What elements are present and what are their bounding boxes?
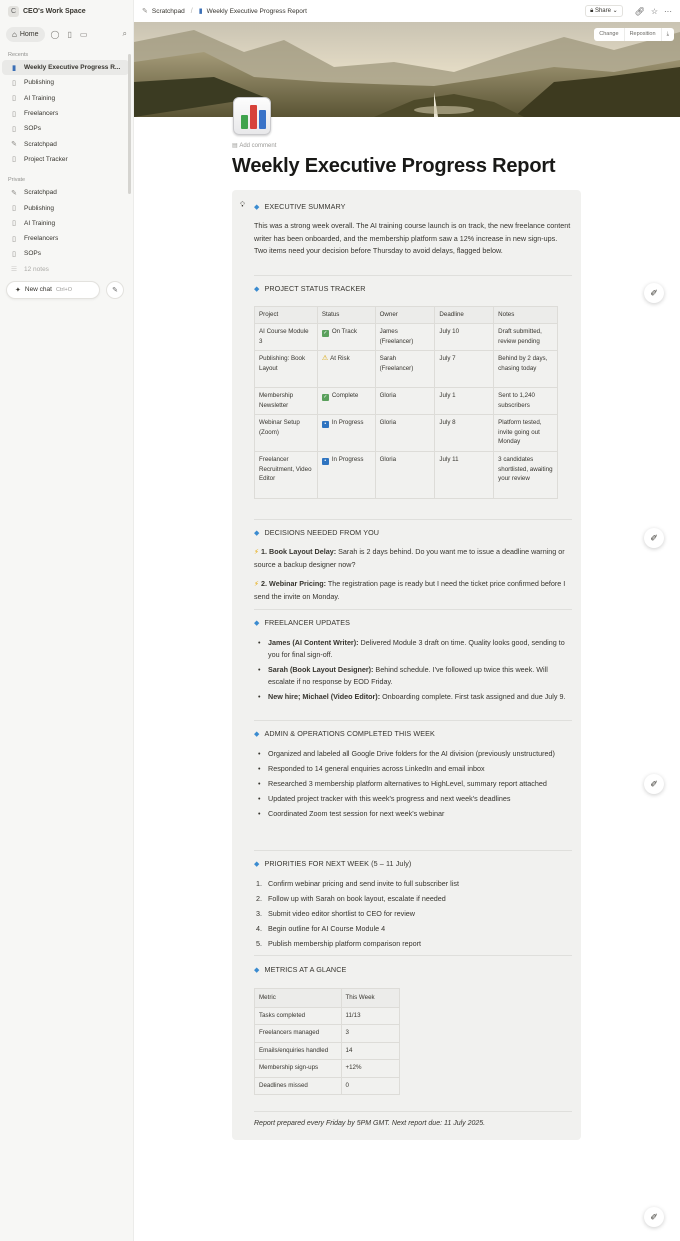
table-cell-notes: Sent to 1,240 subscribers xyxy=(494,387,558,414)
private-list xyxy=(0,185,133,277)
divider xyxy=(254,850,572,851)
decision-text: Sarah is 2 days behind. Do you want me to issue a deadline warning or source a backup designer now? xyxy=(254,547,565,569)
table-cell-notes: 3 candidates shortlisted, awaiting your review xyxy=(494,451,558,498)
table-row xyxy=(255,323,558,350)
star-icon[interactable]: ☆ xyxy=(650,6,658,16)
sidebar-item[interactable] xyxy=(2,216,129,231)
cover-image xyxy=(134,22,680,117)
sidebar-item-label: SOPs xyxy=(24,125,41,133)
list-item: • Updated project tracker with this week's progress and next week's deadlines xyxy=(254,793,572,805)
table-cell-status xyxy=(317,323,375,350)
metric-value: 14 xyxy=(341,1042,400,1060)
decision-item-2 xyxy=(254,578,572,603)
metric-value: +12% xyxy=(341,1060,400,1078)
freelancer-name: New hire; Michael (Video Editor): xyxy=(268,692,381,701)
documents-icon[interactable]: ▯ xyxy=(67,29,72,39)
diamond-icon: ◆ xyxy=(254,860,260,868)
list-item xyxy=(254,637,572,661)
home-icon: ⌂ xyxy=(12,29,17,39)
table-row xyxy=(255,350,558,387)
admin-heading-text: ADMIN & OPERATIONS COMPLETED THIS WEEK xyxy=(264,729,435,738)
table-cell-notes: Platform tested, invite going out Monday xyxy=(494,414,558,451)
sidebar-item-label: Project Tracker xyxy=(24,155,68,163)
private-label: Private xyxy=(8,177,26,184)
metric-name: Emails/enquiries handled xyxy=(255,1042,342,1060)
page-chart-icon[interactable] xyxy=(233,97,271,135)
page-icon: ▯ xyxy=(12,95,16,103)
sidebar-scrollbar[interactable] xyxy=(128,54,131,194)
table-header-row xyxy=(255,307,558,324)
status-label: In Progress xyxy=(331,455,364,463)
comment-icon: ▤ xyxy=(232,143,238,149)
list-item: • Responded to 14 general enquiries across LinkedIn and email inbox xyxy=(254,763,572,775)
sidebar-item-label: Weekly Executive Progress R... xyxy=(24,64,121,72)
column-header: Metric xyxy=(255,989,342,1008)
divider xyxy=(254,1111,572,1112)
table-cell-deadline: July 10 xyxy=(435,323,494,350)
add-comment-label: Add comment xyxy=(239,143,277,149)
sidebar-item[interactable] xyxy=(2,121,129,136)
decisions-heading xyxy=(254,528,379,537)
list-number: 4. xyxy=(256,924,262,933)
list-item xyxy=(254,878,572,890)
sidebar-item[interactable] xyxy=(2,91,129,106)
page-icon: ▯ xyxy=(12,79,16,87)
priorities-list xyxy=(254,878,572,953)
chat-icon[interactable]: ◯ xyxy=(50,29,60,39)
tracker-heading-text: PROJECT STATUS TRACKER xyxy=(264,284,366,293)
admin-heading xyxy=(254,729,435,738)
metrics-rows xyxy=(255,1007,400,1095)
status-label: Complete xyxy=(331,391,359,399)
page-icon: ▯ xyxy=(12,235,16,243)
sidebar-item[interactable] xyxy=(2,185,129,200)
share-label: Share xyxy=(594,8,611,14)
metric-value: 0 xyxy=(341,1077,400,1095)
icon-bar-green xyxy=(241,115,248,129)
list-item xyxy=(254,691,572,703)
priorities-heading xyxy=(254,859,411,868)
recents-list xyxy=(0,60,133,167)
list-item: • Researched 3 membership platform alternatives to HighLevel, summary report attached xyxy=(254,778,572,790)
check-icon: ✓ xyxy=(323,329,328,336)
notes-icon: ☰ xyxy=(10,266,18,274)
diamond-icon: ◆ xyxy=(254,203,260,211)
list-number: 5. xyxy=(256,939,262,948)
breadcrumb-separator: / xyxy=(190,7,193,15)
status-label: At Risk xyxy=(330,354,350,362)
priorities-heading-text: PRIORITIES FOR NEXT WEEK (5 – 11 July) xyxy=(264,859,412,868)
table-row xyxy=(255,414,558,451)
lightning-icon: ⚡︎ xyxy=(254,579,260,588)
table-cell-project: Membership Newsletter xyxy=(255,387,318,414)
table-cell-deadline: July 1 xyxy=(435,387,494,414)
pencil-icon: ✎ xyxy=(11,189,17,197)
table-cell-project: Webinar Setup (Zoom) xyxy=(255,414,318,451)
diamond-icon: ◆ xyxy=(254,285,260,293)
sidebar-item[interactable] xyxy=(2,262,129,277)
project-status-rows xyxy=(255,323,558,498)
icon-bar-red xyxy=(250,105,257,129)
table-cell-project: AI Course Module 3 xyxy=(255,323,318,350)
status-label: In Progress xyxy=(331,418,364,426)
ai-assist-icon[interactable]: ✐ xyxy=(644,528,664,548)
decision-title: 1. Book Layout Delay: xyxy=(261,547,337,556)
freelancers-heading-text: FREELANCER UPDATES xyxy=(264,618,351,627)
tracker-heading xyxy=(254,284,366,293)
table-cell-owner: Sarah (Freelancer) xyxy=(375,350,435,387)
diamond-icon: ◆ xyxy=(254,619,260,627)
sidebar-item-label: Publishing xyxy=(24,79,54,87)
page-icon: ▯ xyxy=(12,205,16,213)
icon-bar-blue xyxy=(259,110,266,129)
table-row xyxy=(255,451,558,498)
cover-controls xyxy=(594,28,674,41)
decision-text: The registration page is ready but I need the ticket price confirmed before I send the invite on Monday. xyxy=(254,579,566,601)
list-item: • Organized and labeled all Google Drive folders for the AI division (previously unstructured) xyxy=(254,748,572,760)
table-row xyxy=(255,387,558,414)
sidebar-item[interactable] xyxy=(2,200,129,215)
home-label: Home xyxy=(19,30,39,38)
list-item xyxy=(254,893,572,905)
priority-text: Confirm webinar pricing and send invite to full subscriber list xyxy=(268,879,459,888)
metric-value: 3 xyxy=(341,1025,400,1043)
pencil-icon: ✎ xyxy=(142,8,148,15)
compose-icon[interactable]: ✎ xyxy=(106,281,124,299)
more-icon[interactable]: ··· xyxy=(664,6,672,16)
sidebar-item-label: SOPs xyxy=(24,250,41,258)
diamond-icon: ◆ xyxy=(254,529,260,537)
decisions-heading-text: DECISIONS NEEDED FROM YOU xyxy=(264,528,380,537)
sidebar-toolbar xyxy=(0,24,133,44)
table-cell-status xyxy=(317,414,375,451)
priority-text: Follow up with Sarah on book layout, escalate if needed xyxy=(268,894,446,903)
divider xyxy=(254,609,572,610)
breadcrumb-label: Weekly Executive Progress Report xyxy=(206,7,307,15)
metrics-heading xyxy=(254,965,346,974)
list-number: 1. xyxy=(256,879,262,888)
breadcrumb-current-page[interactable] xyxy=(199,7,307,15)
freelancer-update: Onboarding complete. First task assigned and due July 9. xyxy=(380,692,566,701)
sidebar-item-label: Freelancers xyxy=(24,235,59,243)
diamond-icon: ◆ xyxy=(254,730,260,738)
sidebar-item[interactable] xyxy=(2,106,129,121)
ai-assist-icon[interactable]: ✐ xyxy=(644,283,664,303)
footer-note: Report prepared every Friday by 5PM GMT. Next report due: 11 July 2025. xyxy=(254,1120,486,1127)
metric-name: Freelancers managed xyxy=(255,1025,342,1043)
new-chat-row xyxy=(0,281,133,299)
divider xyxy=(254,275,572,276)
add-comment-button[interactable] xyxy=(232,142,276,149)
metrics-table xyxy=(254,988,400,1095)
lightbulb-icon[interactable]: 💡︎ xyxy=(240,202,245,209)
lock-icon: 🔒︎ xyxy=(590,8,594,14)
share-button[interactable]: 🔒︎ Share ⌄ xyxy=(585,5,623,17)
reposition-cover-button[interactable]: Reposition xyxy=(625,28,662,41)
check-icon: ✓ xyxy=(323,393,328,400)
metric-name: Membership sign-ups xyxy=(255,1060,342,1078)
table-cell-owner: Gloria xyxy=(375,387,435,414)
list-number: 3. xyxy=(256,909,262,918)
table-cell-notes: Behind by 2 days, chasing today xyxy=(494,350,558,387)
change-cover-button[interactable]: Change xyxy=(594,28,624,41)
list-item xyxy=(254,908,572,920)
freelancer-name: Sarah (Book Layout Designer): xyxy=(268,665,374,674)
sidebar-item[interactable] xyxy=(2,75,129,90)
page-icon: ▯ xyxy=(12,220,16,228)
freelancer-update: Delivered Module 3 draft on time. Quality looks good, sending to you for final sign-off. xyxy=(268,638,565,659)
metrics-heading-text: METRICS AT A GLANCE xyxy=(264,965,347,974)
table-row xyxy=(255,1042,400,1060)
chart-icon: ▮ xyxy=(12,64,16,72)
column-header: Project xyxy=(255,307,318,324)
top-bar xyxy=(134,0,680,22)
sidebar-item[interactable] xyxy=(2,246,129,261)
priority-text: Begin outline for AI Course Module 4 xyxy=(268,924,386,933)
status-label: On Track xyxy=(331,327,357,335)
sidebar-item-label: Publishing xyxy=(24,204,54,212)
list-number: 2. xyxy=(256,894,262,903)
decision-item-1 xyxy=(254,546,572,571)
page-icon: ▯ xyxy=(12,250,16,258)
sidebar-item-label: Freelancers xyxy=(24,110,59,118)
admin-list xyxy=(254,748,572,823)
freelancer-name: James (AI Content Writer): xyxy=(268,638,359,647)
download-icon[interactable]: ⤓ xyxy=(666,31,669,37)
new-chat-shortcut: Ctrl+O xyxy=(55,286,73,293)
table-cell-project: Freelancer Recruitment, Video Editor xyxy=(255,451,318,498)
page-icon: ▯ xyxy=(12,125,16,133)
inbox-icon[interactable]: ▭ xyxy=(79,29,88,39)
ai-assist-icon[interactable]: ✐ xyxy=(644,774,664,794)
list-item xyxy=(254,938,572,950)
sidebar-item[interactable] xyxy=(2,231,129,246)
table-cell-notes: Draft submitted, review pending xyxy=(494,323,558,350)
sidebar-item-label: AI Training xyxy=(24,94,56,102)
summary-heading-text: EXECUTIVE SUMMARY xyxy=(264,202,346,211)
sidebar-item-label: Scratchpad xyxy=(24,189,57,197)
sidebar-item-label: 12 notes xyxy=(24,265,49,273)
metric-name: Deadlines missed xyxy=(255,1077,342,1095)
page-icon: ▯ xyxy=(12,110,16,118)
report-callout xyxy=(232,190,581,1140)
freelancer-list xyxy=(254,637,572,703)
chart-icon: ▮ xyxy=(198,8,203,15)
column-header: Status xyxy=(317,307,375,324)
column-header: Owner xyxy=(375,307,435,324)
decision-title: 2. Webinar Pricing: xyxy=(261,579,327,588)
sidebar xyxy=(0,0,134,1241)
in-progress-icon: • xyxy=(322,421,329,428)
priority-text: Publish membership platform comparison report xyxy=(268,939,421,948)
page-icon: ▯ xyxy=(12,156,16,164)
divider xyxy=(254,955,572,956)
table-cell-status xyxy=(317,451,375,498)
column-header: This Week xyxy=(341,989,400,1008)
list-item xyxy=(254,664,572,688)
workspace-switcher[interactable] xyxy=(0,0,133,22)
sparkle-icon: ✦ xyxy=(15,286,21,294)
table-cell-status xyxy=(317,387,375,414)
warning-icon: ⚠ xyxy=(321,354,329,362)
home-button[interactable] xyxy=(6,27,45,42)
sidebar-item-label: AI Training xyxy=(24,219,56,227)
page-title[interactable]: Weekly Executive Progress Report xyxy=(232,155,556,177)
freelancers-heading xyxy=(254,618,350,627)
link-icon[interactable]: 🔗︎ xyxy=(634,6,645,16)
top-actions xyxy=(585,5,672,17)
breadcrumb-scratchpad[interactable] xyxy=(142,7,185,15)
table-cell-deadline: July 7 xyxy=(435,350,494,387)
table-row xyxy=(255,1007,400,1025)
summary-heading xyxy=(254,202,346,211)
table-header-row xyxy=(255,989,400,1008)
ai-assist-icon[interactable]: ✐ xyxy=(644,1207,664,1227)
sidebar-item[interactable] xyxy=(2,136,129,151)
divider xyxy=(254,720,572,721)
lightning-icon: ⚡︎ xyxy=(254,547,260,556)
table-cell-owner: Gloria xyxy=(375,414,435,451)
table-cell-deadline: July 8 xyxy=(435,414,494,451)
search-icon[interactable]: ⌕ xyxy=(122,29,127,38)
sidebar-item[interactable] xyxy=(2,152,129,167)
table-cell-status xyxy=(317,350,375,387)
table-cell-project: Publishing: Book Layout xyxy=(255,350,318,387)
new-chat-label: New chat xyxy=(24,286,52,294)
workspace-avatar: C xyxy=(8,6,19,17)
project-status-table xyxy=(254,306,558,499)
list-item: • Coordinated Zoom test session for next week's webinar xyxy=(254,808,572,820)
table-cell-owner: Gloria xyxy=(375,451,435,498)
freelancer-update: Behind schedule. I've followed up twice this week. Will escalate if no response by EOD Friday. xyxy=(268,665,548,686)
column-header: Notes xyxy=(494,307,558,324)
metric-name: Tasks completed xyxy=(255,1007,342,1025)
table-row xyxy=(255,1025,400,1043)
in-progress-icon: • xyxy=(322,458,329,465)
pencil-icon: ✎ xyxy=(11,141,17,149)
breadcrumb-label: Scratchpad xyxy=(151,7,185,15)
divider xyxy=(254,519,572,520)
sidebar-item-label: Scratchpad xyxy=(24,140,57,148)
diamond-icon: ◆ xyxy=(254,966,260,974)
list-item xyxy=(254,923,572,935)
priority-text: Submit video editor shortlist to CEO for review xyxy=(268,909,415,918)
table-row xyxy=(255,1077,400,1095)
table-cell-deadline: July 11 xyxy=(435,451,494,498)
summary-text: This was a strong week overall. The AI training course launch is on track, the new freelance content writer has been onboarded, and the membership platform saw a 12% increase in new sign-ups. Two items need your decision before Thursday to avoid delays, flagged below. xyxy=(254,221,571,255)
table-cell-owner: James (Freelancer) xyxy=(375,323,435,350)
sidebar-item[interactable] xyxy=(2,60,129,75)
column-header: Deadline xyxy=(435,307,494,324)
metric-value: 11/13 xyxy=(341,1007,400,1025)
table-row xyxy=(255,1060,400,1078)
workspace-name: CEO's Work Space xyxy=(23,7,86,15)
recents-label: Recents xyxy=(8,52,29,58)
new-chat-button[interactable] xyxy=(6,281,100,299)
